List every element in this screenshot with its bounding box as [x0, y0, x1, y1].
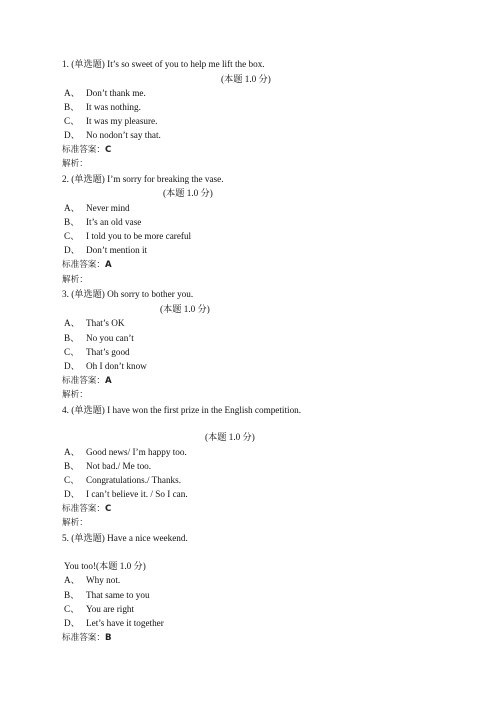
option-letter: D、 [64, 130, 80, 140]
question-1-prompt: 1. (单选题) It’s so sweet of you to help me lift the box. [62, 59, 265, 69]
question-1-option-d[interactable] [64, 129, 161, 141]
option-text: No nodon’t say that. [86, 130, 161, 140]
option-text: Let’s have it together [86, 618, 164, 628]
question-2-prompt: 2. (单选题) I’m sorry for breaking the vase. [62, 174, 224, 184]
question-1-option-c[interactable] [64, 115, 157, 127]
answer-label: 标准答案： [62, 260, 105, 270]
option-letter: D、 [64, 361, 80, 371]
option-letter: A、 [64, 88, 80, 98]
question-4-option-a[interactable] [64, 446, 187, 458]
question-5-option-c[interactable] [64, 603, 134, 615]
option-text: You are right [86, 604, 135, 614]
option-letter: D、 [64, 245, 80, 255]
option-text: Oh I don’t know [86, 361, 147, 371]
question-3-option-a[interactable] [64, 317, 125, 329]
question-2-option-d[interactable] [64, 244, 147, 256]
option-letter: C、 [64, 347, 80, 357]
question-3-score: (本题 1.0 分) [160, 304, 210, 314]
question-4-option-d[interactable] [64, 488, 188, 500]
question-2-score: (本题 1.0 分) [163, 188, 213, 198]
option-letter: B、 [64, 590, 80, 600]
answer-value: C [104, 145, 112, 155]
option-letter: B、 [64, 461, 80, 471]
option-text: Not bad./ Me too. [86, 461, 152, 471]
question-1-option-a[interactable] [64, 87, 146, 99]
option-text: That same to you [86, 590, 150, 600]
answer-value: A [104, 376, 112, 386]
answer-label: 标准答案： [62, 633, 105, 643]
option-text: That’s good [86, 347, 130, 357]
option-text: I told you to be more careful [86, 231, 192, 241]
question-4-score: (本题 1.0 分) [205, 432, 255, 442]
option-text: Good news/ I’m happy too. [86, 447, 187, 457]
option-text: It was my pleasure. [86, 116, 158, 126]
question-4-answer [62, 503, 111, 515]
question-4-explanation: 解析： [62, 518, 88, 528]
option-letter: A、 [64, 203, 80, 213]
option-text: Don’t mention it [86, 245, 148, 255]
question-3-answer [62, 375, 112, 387]
option-letter: C、 [64, 231, 80, 241]
option-text: Don’t thank me. [86, 88, 146, 98]
option-text: I can’t believe it. / So I can. [86, 489, 188, 499]
question-4-option-c[interactable] [64, 474, 181, 486]
option-text: It was nothing. [86, 102, 141, 112]
question-2-option-a[interactable] [64, 202, 130, 214]
question-3-option-d[interactable] [64, 360, 147, 372]
question-3-prompt: 3. (单选题) Oh sorry to bother you. [62, 289, 194, 299]
question-3-option-b[interactable] [64, 332, 134, 344]
question-4-option-b[interactable] [64, 460, 151, 472]
answer-label: 标准答案： [62, 376, 105, 386]
option-text: Why not. [86, 575, 121, 585]
option-letter: C、 [64, 475, 80, 485]
option-letter: A、 [64, 447, 80, 457]
question-1-explanation: 解析： [62, 159, 88, 169]
question-1-option-b[interactable] [64, 101, 141, 113]
option-text: Never mind [86, 203, 130, 213]
question-5-score: You too!(本题 1.0 分) [64, 561, 146, 571]
option-letter: A、 [64, 575, 80, 585]
answer-value: B [104, 633, 112, 643]
option-text: No you can’t [86, 333, 134, 343]
option-letter: A、 [64, 318, 80, 328]
question-1-answer [62, 144, 111, 156]
question-5-answer [62, 632, 112, 644]
question-5-option-b[interactable] [64, 589, 150, 601]
option-text: Congratulations./ Thanks. [86, 475, 182, 485]
answer-value: A [104, 260, 112, 270]
question-3-explanation: 解析： [62, 390, 88, 400]
question-2-option-c[interactable] [64, 230, 191, 242]
question-3-option-c[interactable] [64, 346, 130, 358]
question-4-prompt: 4. (单选题) I have won the first prize in the English competition. [62, 405, 302, 415]
question-5-prompt: 5. (单选题) Have a nice weekend. [62, 533, 188, 543]
question-5-option-a[interactable] [64, 574, 120, 586]
option-letter: B、 [64, 217, 80, 227]
option-letter: D、 [64, 489, 80, 499]
option-letter: C、 [64, 604, 80, 614]
option-letter: B、 [64, 102, 80, 112]
question-1-score: (本题 1.0 分) [221, 74, 271, 84]
answer-label: 标准答案： [62, 145, 105, 155]
option-text: It’s an old vase [86, 217, 142, 227]
question-2-answer [62, 259, 112, 271]
option-letter: C、 [64, 116, 80, 126]
option-letter: B、 [64, 333, 80, 343]
question-5-option-d[interactable] [64, 617, 164, 629]
option-text: That’s OK [86, 318, 125, 328]
answer-value: C [104, 504, 112, 514]
answer-label: 标准答案： [62, 504, 105, 514]
option-letter: D、 [64, 618, 80, 628]
question-2-option-b[interactable] [64, 216, 141, 228]
question-2-explanation: 解析： [62, 275, 88, 285]
